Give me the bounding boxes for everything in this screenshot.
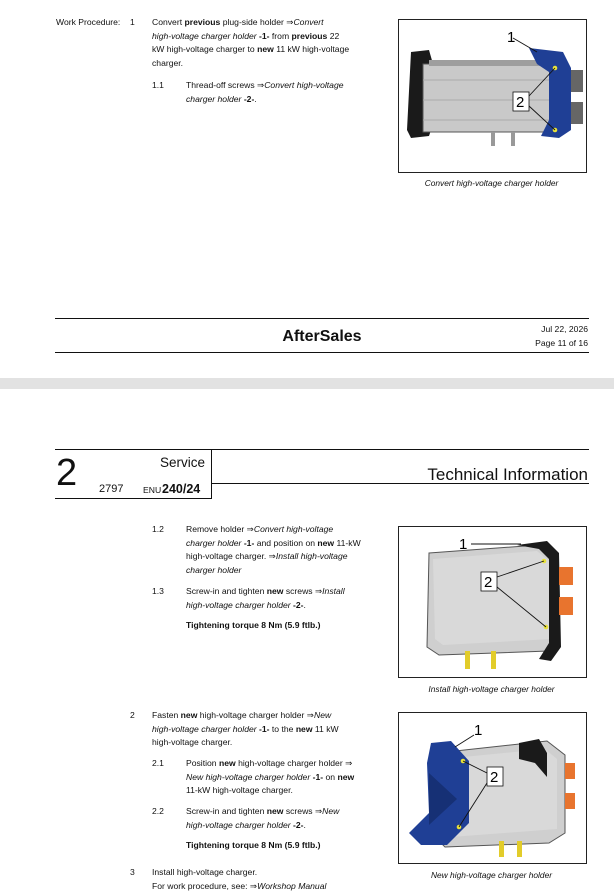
step-number: 3 [130, 867, 135, 877]
text-run: new [180, 710, 198, 720]
footer-rule [55, 318, 589, 319]
service-code: 2797 [99, 483, 124, 495]
footer-rule [55, 352, 589, 353]
text-run: Convert [152, 17, 185, 27]
figure-caption: New high-voltage charger holder [430, 870, 553, 880]
text-line [186, 819, 391, 833]
step-number: 2.1 [152, 758, 164, 768]
text-run: charger. [152, 57, 184, 68]
charger-illustration [399, 20, 586, 172]
footer-date: Jul 22, 2026 [541, 324, 588, 334]
text-line [152, 723, 392, 737]
text-run: -1- [259, 30, 270, 41]
step-text [186, 585, 391, 612]
text-run: Fasten [152, 710, 181, 720]
footer-page-number: Page 11 of 16 [535, 338, 588, 348]
text-line [186, 585, 391, 599]
charger-illustration [399, 527, 586, 677]
text-run[interactable]: Convert high-voltage [264, 80, 344, 90]
text-run[interactable]: New [322, 806, 340, 816]
text-line [186, 757, 391, 771]
step-text [186, 523, 391, 577]
tightening-torque: Tightening torque 8 Nm (5.9 ftlb.) [186, 620, 321, 630]
figure-caption: Install high-voltage charger holder [428, 684, 555, 694]
arrow-icon[interactable]: ⇒ [257, 80, 265, 90]
work-procedure-label: Work Procedure: [56, 17, 121, 27]
text-run: 22 [327, 30, 340, 41]
callout-label: 2 [484, 574, 493, 591]
arrow-icon[interactable]: ⇒ [314, 586, 323, 596]
service-label: Service [160, 455, 206, 470]
text-run[interactable]: charger holder [186, 564, 242, 575]
text-run: Install high-voltage charger. [152, 867, 258, 877]
arrow-icon[interactable]: ⇒ [306, 710, 314, 720]
text-run: screws [283, 586, 315, 596]
text-run: previous [291, 30, 328, 41]
text-run: new [337, 771, 355, 782]
document-title: Technical Information [427, 465, 588, 484]
header-rule [55, 449, 589, 450]
text-line [152, 736, 392, 750]
text-line [152, 866, 392, 880]
text-run: high-voltage charger holder [235, 758, 346, 768]
text-run: -1- [259, 723, 270, 734]
text-line [152, 16, 392, 30]
text-run: . [303, 599, 306, 610]
figure-new-holder [398, 712, 587, 864]
chapter-number: 2 [56, 452, 78, 494]
arrow-icon[interactable]: ⇒ [246, 524, 254, 534]
text-run: -2- [293, 819, 304, 830]
text-run: For work procedure, see: [152, 880, 250, 891]
header-rule [211, 483, 589, 484]
text-run: 11-kW [334, 537, 361, 548]
text-run[interactable]: New high-voltage charger holder [186, 771, 313, 782]
text-run: Thread-off screws [186, 80, 258, 90]
callout-label: 2 [490, 769, 499, 786]
text-run[interactable]: New [314, 710, 332, 720]
text-run: new [257, 44, 274, 54]
text-line [152, 57, 392, 71]
text-run[interactable]: Workshop Manual [257, 880, 327, 891]
text-run: screws [283, 806, 315, 816]
document-page-12 [0, 389, 614, 895]
step-number: 2 [130, 710, 135, 720]
text-line [152, 30, 392, 44]
text-line [152, 709, 392, 723]
text-run: high-voltage charger. [186, 551, 269, 561]
text-run: new [266, 806, 284, 816]
arrow-icon[interactable]: ⇒ [268, 551, 276, 561]
arrow-icon[interactable]: ⇒ [345, 758, 353, 768]
text-line [186, 93, 386, 107]
text-run: -2- [293, 599, 304, 610]
text-run[interactable]: high-voltage charger holder [186, 819, 294, 830]
text-run: . [303, 819, 306, 830]
text-run: . [254, 93, 257, 104]
text-line [186, 599, 391, 613]
text-run: and position on [254, 537, 318, 548]
text-line [186, 537, 391, 551]
tightening-torque: Tightening torque 8 Nm (5.9 ftlb.) [186, 840, 321, 850]
callout-label: 2 [516, 94, 525, 111]
text-run[interactable]: Convert [293, 17, 324, 27]
text-run: high-voltage charger holder [197, 710, 307, 720]
text-line [152, 43, 392, 57]
text-run[interactable]: charger holder [186, 93, 244, 104]
step-number: 2.2 [152, 806, 164, 816]
step-text [152, 16, 392, 70]
arrow-icon[interactable]: ⇒ [286, 17, 294, 27]
text-run: new [218, 758, 236, 768]
text-run: Remove holder [186, 524, 247, 534]
text-run: high-voltage charger. [152, 737, 233, 747]
arrow-icon[interactable]: ⇒ [249, 880, 258, 891]
arrow-icon[interactable]: ⇒ [314, 806, 323, 816]
text-line [186, 523, 391, 537]
text-run: new [317, 537, 335, 548]
text-run[interactable]: high-voltage charger holder [152, 723, 260, 734]
step-number: 1.1 [152, 80, 164, 90]
text-run: plug-side holder [220, 17, 287, 27]
text-line [186, 784, 391, 798]
text-run: to the [269, 723, 296, 734]
callout-label: 1 [474, 722, 483, 739]
text-run: Screw-in and tighten [186, 806, 267, 816]
text-run: -2- [243, 93, 255, 104]
workshop-manual-link[interactable] [258, 881, 348, 894]
callout-label: 1 [459, 536, 468, 553]
footer-brand: AfterSales [282, 328, 362, 345]
step-text [152, 709, 392, 750]
callout-label: 1 [507, 29, 516, 46]
text-run: 11 kW high-voltage [273, 44, 350, 54]
text-run: new [295, 723, 313, 734]
text-run[interactable]: high-voltage charger holder [186, 599, 294, 610]
text-line [186, 550, 391, 564]
text-run: -1- [312, 771, 324, 782]
text-run[interactable]: charger holder [186, 537, 244, 548]
text-line [186, 771, 391, 785]
figure-convert-holder [398, 19, 587, 173]
header-divider [211, 449, 212, 499]
text-run: kW high-voltage charger to [152, 44, 258, 54]
text-run: -1- [243, 537, 255, 548]
language-code: ENU [143, 485, 162, 495]
page-separator [0, 378, 614, 389]
text-run: Screw-in and tighten [186, 586, 267, 596]
text-run: 11 kW [312, 723, 339, 734]
step-number: 1.2 [152, 524, 164, 534]
text-run: previous [184, 17, 221, 27]
text-run[interactable]: Install high-voltage [275, 551, 348, 561]
text-run: new [266, 586, 284, 596]
step-number: 1 [130, 17, 135, 27]
text-run: 11-kW high-voltage charger. [186, 785, 293, 795]
step-text [186, 805, 391, 832]
step-number: 1.3 [152, 586, 164, 596]
document-page-11 [0, 0, 614, 378]
step-text [186, 757, 391, 798]
text-run: from [269, 30, 292, 41]
text-line [186, 564, 391, 578]
text-run: on [323, 771, 338, 782]
figure-caption: Convert high-voltage charger holder [424, 178, 559, 188]
document-number: 240/24 [162, 482, 201, 496]
text-run: Position [186, 758, 219, 768]
charger-illustration [399, 713, 586, 863]
text-run[interactable]: high-voltage charger holder [152, 30, 260, 41]
text-line [186, 79, 386, 93]
header-rule [55, 498, 212, 499]
text-run[interactable]: Convert high-voltage [253, 524, 334, 534]
figure-install-holder [398, 526, 587, 678]
step-text [186, 79, 386, 106]
text-run[interactable]: Install [322, 586, 345, 596]
text-line [186, 805, 391, 819]
